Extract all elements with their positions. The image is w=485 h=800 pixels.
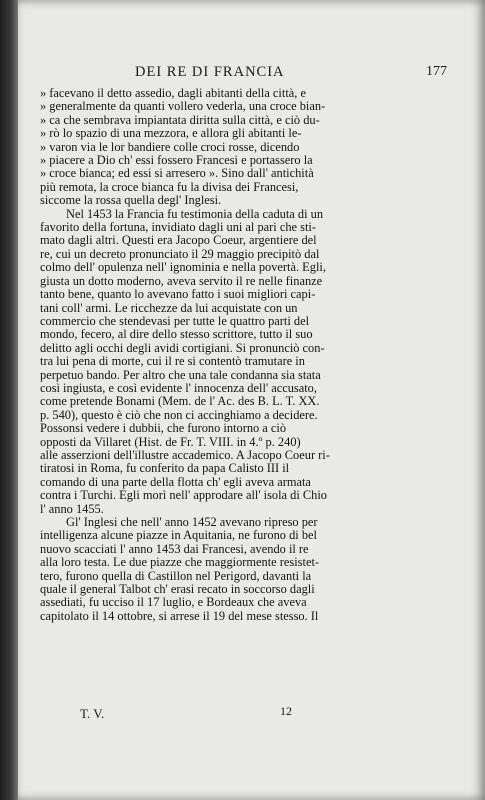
text-line: perpetuo bando. Per altro che una tale condanna sia stata [40,368,321,382]
text-line: comando di una parte della flotta ch' egli aveva armata [40,475,311,489]
text-line: » generalmente da quanti vollero vederla, una croce bian- [40,100,326,114]
text-line: tanto bene, quanto lo avevano fatto i suoi migliori capi- [40,288,316,302]
page-header [40,64,447,82]
text-line: alla loro testa. Le due piazze che maggiormente resistet- [40,556,320,570]
text-line: Possonsi vedere i dubbii, che furono intorno a ciò [40,422,287,436]
text-line: » rò lo spazio di una mezzora, e allora gli abitanti le- [40,127,302,141]
text-line: tiratosi in Roma, fu conferito da papa Calisto III il [40,462,290,476]
text-line: nuovo scacciati l' anno 1453 dai Francesi, avendo il re [40,542,309,556]
text-line: alle asserzioni dell'illustre accademico. A Jacopo Coeur ri- [40,448,330,462]
page-footer [80,706,445,722]
text-line: più remota, la croce bianca fu la divisa dei Francesi, [40,180,299,194]
text-line: » varon via le lor bandiere colle croci rosse, dicendo [40,140,300,154]
text-line: giusta un dotto moderno, aveva servito il re nelle finanze [40,274,323,288]
text-line: tra lui pena di morte, cui il re si contentò tramutare in [40,355,305,369]
running-title: DEI RE DI FRANCIA [135,64,285,80]
text-line: tero, furono quella di Castillon nel Perigord, davanti la [40,569,312,583]
text-line: delitto agli occhi degli avidi cortigiani. Si pronunciò con- [40,341,325,355]
text-line: l' anno 1455. [40,502,104,516]
text-line: quale il general Talbot ch' erasi recato in soccorso dagli [40,583,315,597]
text-line: re, cui un decreto pronunciato il 29 maggio precipitò dal [40,247,320,261]
volume-label: T. V. [80,706,105,721]
text-line: così ingiusta, e così evidente l' innocenza dell' accusato, [40,381,317,395]
text-line: » facevano il detto assedio, dagli abitanti della città, e [40,87,306,100]
text-line: » piacere a Dio ch' essi fossero Francesi e portassero la [40,154,313,168]
text-line: intelligenza alcune piazze in Aquitania, ne furono di bel [40,529,317,543]
text-line: commercio che stendevasi per tutte le quattro parti del [40,314,310,328]
book-gutter [0,0,18,800]
text-line: capitolato il 14 ottobre, si arrese il 19 del mese stesso. Il [40,609,319,623]
text-line: p. 540), questo è ciò che non ci accinghiamo a decidere. [40,408,318,422]
text-line: assediati, fu ucciso il 17 luglio, e Bordeaux che aveva [40,596,307,610]
body-text [40,87,432,623]
text-line: siccome la rossa quella degl' Inglesi. [40,194,222,208]
text-line: contra i Turchi. Egli morì nell' approdare all' isola di Chio [40,489,327,503]
text-line: » ca che sembrava impiantata diritta sulla città, e ciò du- [40,113,320,127]
signature-mark: 12 [280,704,292,718]
text-line: favorito della fortuna, invidiato dagli uni al pari che sti- [40,221,316,235]
page-number: 177 [426,64,447,79]
text-line: opposti da Villaret (Hist. de Fr. T. VIII. in 4.º p. 240) [40,435,301,449]
text-line: mondo, fecero, al dire dello stesso scrittore, tutto il suo [40,328,313,342]
text-line: come pretende Bonami (Mem. de l' Ac. des B. L. T. XX. [40,395,320,409]
text-line: colmo dell' opulenza nell' ignominia e nella povertà. Egli, [40,261,326,275]
paragraph-start-line: Nel 1453 la Francia fu testimonia della caduta di un [66,207,324,221]
text-line: mato dagli altri. Questi era Jacopo Coeur, argentiere del [40,234,317,248]
text-line: tani coll' armi. Le ricchezze da lui acquistate con un [40,301,298,315]
paragraph-start-line: Gl' Inglesi che nell' anno 1452 avevano ripreso per [66,516,318,529]
text-line: » croce bianca; ed essi si arresero ». Sino dall' antichità [40,167,314,181]
